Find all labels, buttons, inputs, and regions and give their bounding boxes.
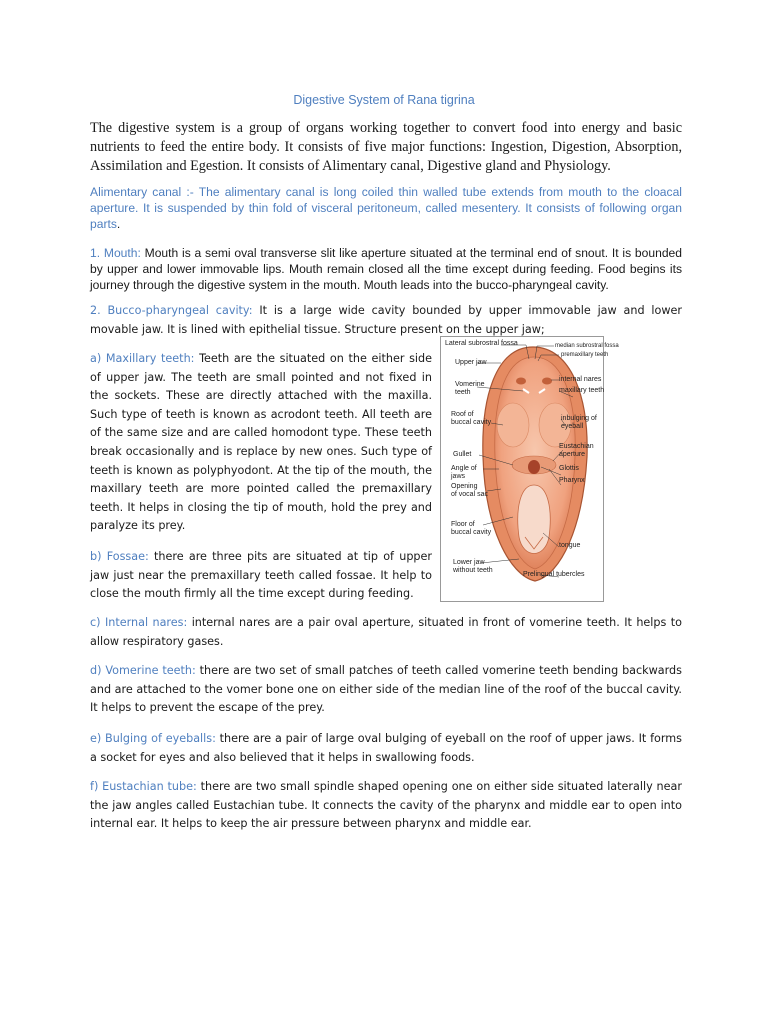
glottis-shape [528,460,540,474]
label-opening-2: of vocal sac [451,491,488,498]
label-floor-2: buccal cavity [451,529,492,536]
label-opening-1: Opening [451,483,478,490]
fossae-text: there are three pits are situated at tip of upper jaw just near the premaxillary teeth called fossae. It help to close the mouth firmly all the time except during feeding. [90,550,432,601]
label-floor-1: Floor of [451,521,475,528]
right-internal-naris [542,378,552,385]
label-lower-jaw-2: without teeth [453,567,493,574]
label-internal-nares: internal nares [559,376,602,383]
intro-paragraph [90,119,682,176]
label-pharynx: Pharynx [559,477,585,484]
label-roof-2: buccal cavity [451,419,492,426]
nares-paragraph [90,614,682,651]
vomerine-paragraph [90,662,682,718]
mouth-heading: 1. Mouth: [90,246,141,260]
document-title: Digestive System of Rana tigrina [293,93,475,107]
buccal-cavity-figure [440,336,619,602]
label-angle-2: jaws [451,473,466,480]
maxillary-paragraph [90,350,432,536]
alimentary-heading: Alimentary canal :- [90,185,194,199]
alimentary-text: The alimentary canal is long coiled thin walled tube extends from mouth to the cloacal aperture. It is suspended by thin fold of visceral peritoneum, called mesentery. It consists of following organ parts [90,185,682,232]
label-eustachian-2: aperture [559,451,586,458]
eyeballs-paragraph [90,730,682,767]
eyeballs-heading: e) Bulging of eyeballs: [90,732,216,745]
label-glottis: Glottis [559,465,579,472]
tongue-shape [518,485,550,554]
left-internal-naris [516,378,526,385]
mouth-text: Mouth is a semi oval transverse slit like aperture situated at the terminal end of snout. It is bounded by upper and lower immovable lips. Mouth remain closed all the time except during feeding. Food begins its journey through the digestive system in the mouth. Mouth leads into the bucco-pharyngeal cavity. [90,246,682,293]
label-gullet: Gullet [453,451,472,458]
eyeballs-text: there are a pair of large oval bulging of eyeball on the roof of upper jaws. It forms a socket for eyes and also believed that it helps in swallowing foods. [90,732,683,764]
intro-text: The digestive system is a group of organs working together to convert food into energy and basic nutrients to feed the entire body. It consists of five major functions: Ingestion, Digestion, Absorption, Assimilation and Egestion. It consists of Alimentary canal, Digestive gland and Physiology. [90,120,682,174]
fossae-heading: b) Fossae: [90,550,149,563]
eustachian-text: there are two small spindle shaped opening one on either side situated laterally near the jaw angles called Eustachian tube. It connects the cavity of the pharynx and middle ear to open into internal ear. It helps to keep the air pressure between pharynx and middle ear. [90,780,682,831]
eustachian-heading: f) Eustachian tube: [90,780,197,793]
label-lower-jaw-1: Lower jaw [453,559,485,566]
maxillary-text: Teeth are the situated on the either side of upper jaw. The teeth are small pointed and not fixed in the sockets. These are directly attached with the maxilla. Such type of teeth is known as acrodont teeth. All teeth are of the same size and are called homodont type. These teeth break occasionally and is replace by new ones. Such type of teeth is known as polyphyodont. At the tip of the mouth, the maxillary teeth are more pointed called the premaxillary teeth. It helps in closing the tip of mouth, hold the prey and paralyze its prey. [90,352,432,533]
eustachian-paragraph [90,778,682,834]
label-vomerine-2: teeth [455,389,471,396]
label-tongue: tongue [559,542,581,549]
nares-heading: c) Internal nares: [90,616,188,629]
label-vomerine-1: Vomerine [455,381,485,388]
fossae-paragraph [90,548,432,604]
label-bulging-2: eyeball [561,423,584,430]
label-premaxillary: premaxillary teeth [561,352,609,358]
alimentary-end: . [116,217,121,232]
nares-text: internal nares are a pair oval aperture, situated in front of vomerine teeth. It helps to allow respiratory gases. [90,616,682,648]
bucco-text: It is a large wide cavity bounded by upper immovable jaw and lower movable jaw. It is lined with epithelial tissue. Structure present on the upper jaw; [90,304,682,336]
label-bulging-1: inbulging of [561,415,597,422]
label-maxillary: maxillary teeth [559,387,605,394]
vomerine-text: there are two set of small patches of teeth called vomerine teeth bending backwards and are attached to the vomer bone one on either side of the median line of the roof of the buccal cavity. It helps to prevent the escape of the prey. [90,664,682,715]
vomerine-heading: d) Vomerine teeth: [90,664,196,677]
label-roof-1: Roof of [451,411,474,418]
alimentary-paragraph [90,184,682,233]
label-upper-jaw: Upper jaw [455,359,487,366]
label-lateral-fossa: Lateral subrostral fossa [445,340,518,347]
label-prelingual: Prelingual tubercles [523,571,585,578]
mouth-paragraph [90,245,682,294]
bucco-heading: 2. Bucco-pharyngeal cavity: [90,304,253,317]
label-angle-1: Angle of [451,465,477,472]
bucco-paragraph [90,302,682,339]
label-median-fossa: median subrostral fossa [555,343,619,349]
label-eustachian-1: Eustachian [559,443,594,450]
maxillary-heading: a) Maxillary teeth: [90,352,195,365]
